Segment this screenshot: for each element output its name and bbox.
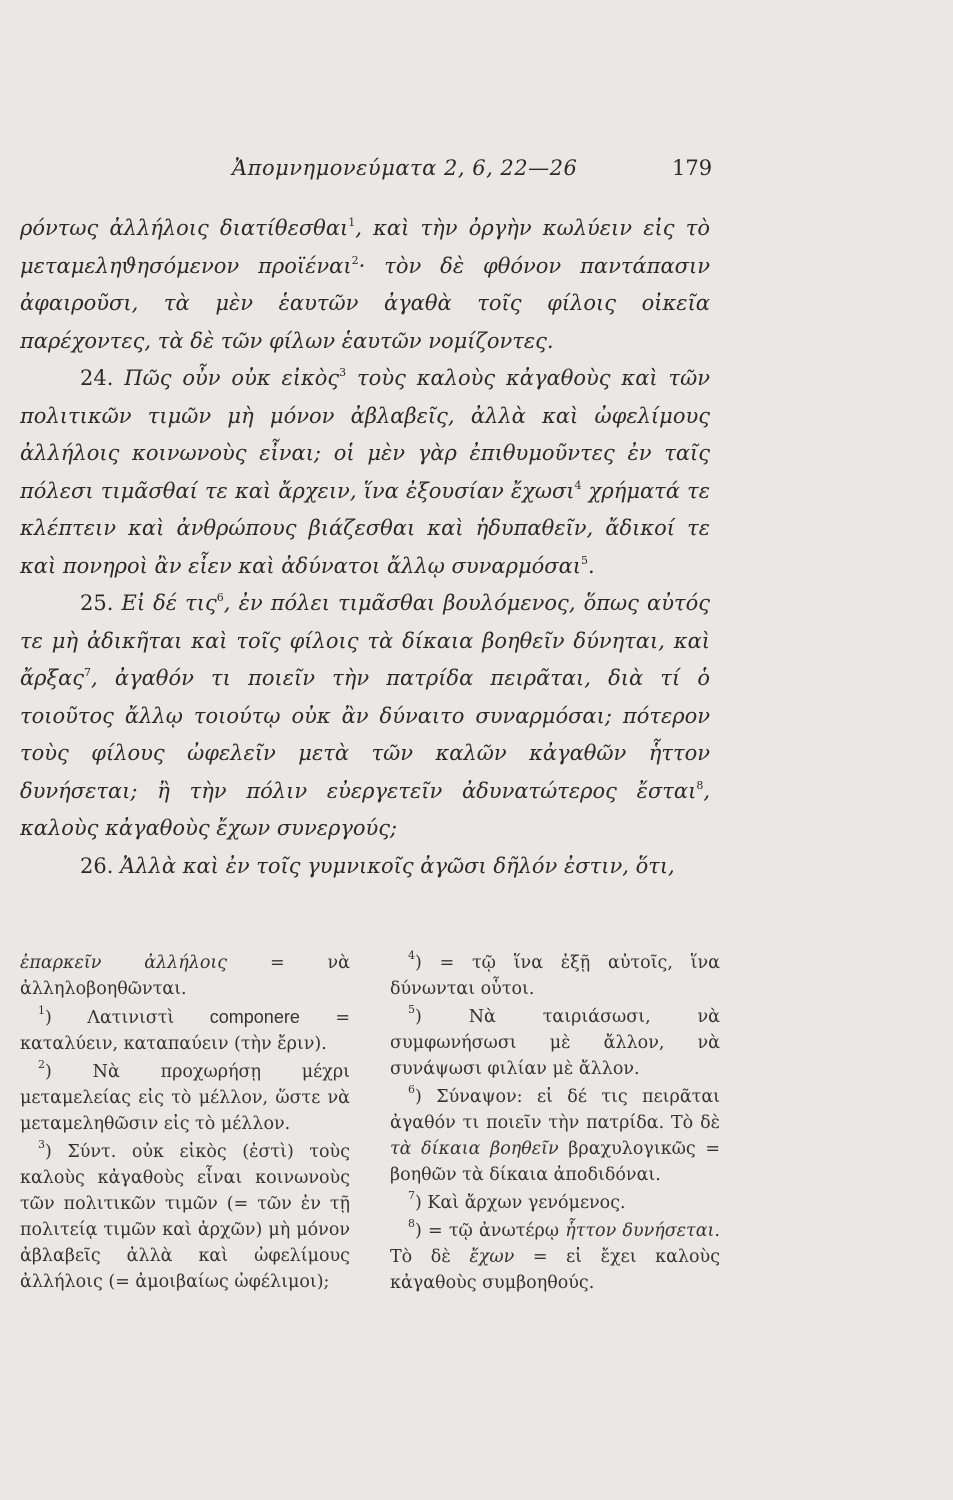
section-25 <box>20 585 710 848</box>
section-number: 25. <box>80 591 114 615</box>
text-run: . <box>588 553 595 578</box>
footnote-mark: 2 <box>38 1058 45 1071</box>
text-run: τὰ δίκαια βοηθεῖν <box>390 1139 559 1159</box>
footnote-mark: 6 <box>408 1083 415 1096</box>
footnote-4 <box>390 950 720 1002</box>
footnote-mark: 7 <box>408 1189 415 1202</box>
footnote-ref-6[interactable]: 6 <box>216 591 224 604</box>
text-run: · τὸν δὲ φθόνον παντάπασιν ἀφαιροῦσι, τὰ μὲν ἑαυτῶν ἀγαθὰ τοῖς φίλοις οἰκεῖα παρέχοντες, τὰ δὲ τῶν φίλων ἑαυτῶν νομίζοντες. <box>20 253 710 353</box>
text-run: ) Λατινιστὶ <box>45 1008 210 1028</box>
section-26 <box>20 848 710 886</box>
footnote-ref-7[interactable]: 7 <box>84 666 92 679</box>
text-run: χρήματά τε κλέπτειν καὶ ἀνθρώπους βιάζεσθαι καὶ ἡδυπαθεῖν, ἄδικοί τε καὶ πονηροὶ ἂν εἶεν καὶ ἀδύνατοι ἄλλῳ συναρμόσαι <box>20 478 710 578</box>
text-run: , καλοὺς κἀγαθοὺς ἔχων συνεργούς; <box>20 778 710 840</box>
footnote-intro <box>20 950 350 1002</box>
text-run: = καταλύειν, καταπαύειν (τὴν ἔριν). <box>20 1008 350 1054</box>
text-run: ἔχων <box>469 1247 515 1267</box>
section-number: 26. <box>80 853 114 878</box>
footnote-2 <box>20 1059 350 1137</box>
footnote-ref-3[interactable]: 3 <box>339 366 347 379</box>
section-number: 24. <box>80 366 114 390</box>
text-run: ἧττον δυνήσεται <box>565 1221 715 1241</box>
footnote-8 <box>390 1218 720 1296</box>
footnotes-left-column <box>20 950 350 1298</box>
text-run: , ἐν πόλει τιμᾶσθαι βουλόμενος, ὅπως αὐτός τε μὴ ἀδικῆται καὶ τοῖς φίλοις τὰ δίκαια βοηθεῖν δύνηται, καὶ ἄρξας <box>20 591 710 690</box>
footnote-ref-2[interactable]: 2 <box>351 253 359 267</box>
main-text <box>20 210 710 885</box>
footnotes-right-column <box>390 950 720 1298</box>
footnote-7 <box>390 1190 720 1216</box>
section-24 <box>20 360 710 585</box>
text-run: ) = τῷ ἵνα ἐξῇ αὐτοῖς, ἵνα δύνωνται οὗτοι. <box>390 953 720 999</box>
text-run: ) Σύντ. οὐκ εἰκὸς (ἐστὶ) τοὺς καλοὺς κἀγαθοὺς εἶναι κοινωνοὺς τῶν πολιτικῶν τιμῶν (= τῶν ἐν τῇ πολιτείᾳ τιμῶν καὶ ἀρχῶν) μὴ μόνον ἀβλαβεῖς ἀλλὰ καὶ ὠφελίμους ἀλλήλοις (= ἀμοιβαίως ὠφέλιμοι); <box>20 1142 350 1292</box>
paragraph-continuation <box>20 210 710 360</box>
text-run: , ἀγαθόν τι ποιεῖν τὴν πατρίδα πειρᾶται, διὰ τί ὁ τοιοῦτος ἄλλῳ τοιούτῳ οὐκ ἂν δύναιτο συναρμόσαι; πότερον τοὺς φίλους ὠφελεῖν μετὰ τῶν καλῶν κἀγαθῶν ἧττον δυνήσεται; ἢ τὴν πόλιν εὐεργετεῖν ἀδυνατώτερος ἔσται <box>20 666 710 803</box>
footnote-mark: 1 <box>38 1004 45 1017</box>
page-number: 179 <box>672 156 713 180</box>
text-run: , καὶ τὴν ὀργὴν κωλύειν εἰς τὸ μεταμεληϑησόμενον προϊέναι <box>20 216 710 278</box>
text-run: = νὰ ἀλληλοβοηθῶνται. <box>20 953 351 999</box>
footnote-ref-4[interactable]: 4 <box>574 478 582 492</box>
footnote-1 <box>20 1004 350 1057</box>
text-run: Εἰ δέ τις <box>113 591 217 615</box>
footnote-6 <box>390 1084 720 1188</box>
text-run: ) Καὶ ἄρχων γενόμενος. <box>415 1193 626 1213</box>
text-run: βραχυλογικῶς = βοηθῶν τὰ δίκαια ἀποδιδόναι. <box>390 1139 720 1185</box>
footnote-mark: 8 <box>408 1217 415 1230</box>
text-run: τοὺς καλοὺς κἀγαθοὺς καὶ τῶν πολιτικῶν τιμῶν μὴ μόνον ἀβλαβεῖς, ἀλλὰ καὶ ὠφελίμους ἀλλήλοις κοινωνοὺς εἶναι; οἱ μὲν γὰρ ἐπιθυμοῦντες ἐν ταῖς πόλεσι τιμᾶσθαί τε καὶ ἄρχειν, ἵνα ἐξουσίαν ἔχωσι <box>20 366 710 503</box>
footnote-3 <box>20 1139 350 1295</box>
text-run: Πῶς οὖν οὐκ εἰκὸς <box>113 366 340 390</box>
text-run: ρόντως ἀλλήλοις διατίθεσθαι <box>20 216 349 240</box>
text-run: Ἀλλὰ καὶ ἐν τοῖς γυμνικοῖς ἀγῶσι δῆλόν ἐστιν, ὅτι, <box>113 853 675 878</box>
running-title: Ἀπομνημονεύματα 2, 6, 22—26 <box>232 156 578 180</box>
footnote-mark: 3 <box>38 1138 45 1151</box>
footnote-5 <box>390 1004 720 1082</box>
footnotes <box>20 950 720 1298</box>
text-run: ) Νὰ ταιριάσωσι, νὰ συμφωνήσωσι μὲ ἄλλον, νὰ συνάψωσι φιλίαν μὲ ἄλλον. <box>390 1007 720 1079</box>
footnote-mark: 5 <box>408 1003 415 1016</box>
footnote-mark: 4 <box>408 949 415 962</box>
text-run: ἐπαρκεῖν ἀλλήλοις <box>20 953 228 973</box>
latin-term: componere <box>209 1007 300 1027</box>
text-run: ) = τῷ ἀνωτέρῳ <box>415 1221 566 1241</box>
text-run: ) Σύναψον: εἰ δέ τις πειρᾶται ἀγαθόν τι ποιεῖν τὴν πατρίδα. Τὸ δὲ <box>390 1087 720 1133</box>
footnote-ref-1[interactable]: 1 <box>348 216 356 229</box>
text-run: . Τὸ δὲ <box>390 1221 720 1267</box>
footnote-ref-8[interactable]: 8 <box>696 778 704 792</box>
text-run: = εἰ ἔχει καλοὺς κἀγαθοὺς συμβοηθούς. <box>390 1247 720 1293</box>
text-run: ) Νὰ προχωρήσῃ μέχρι μεταμελείας εἰς τὸ μέλλον, ὥστε νὰ μεταμεληθῶσιν εἰς τὸ μέλλον. <box>20 1062 350 1134</box>
footnote-ref-5[interactable]: 5 <box>581 553 588 567</box>
